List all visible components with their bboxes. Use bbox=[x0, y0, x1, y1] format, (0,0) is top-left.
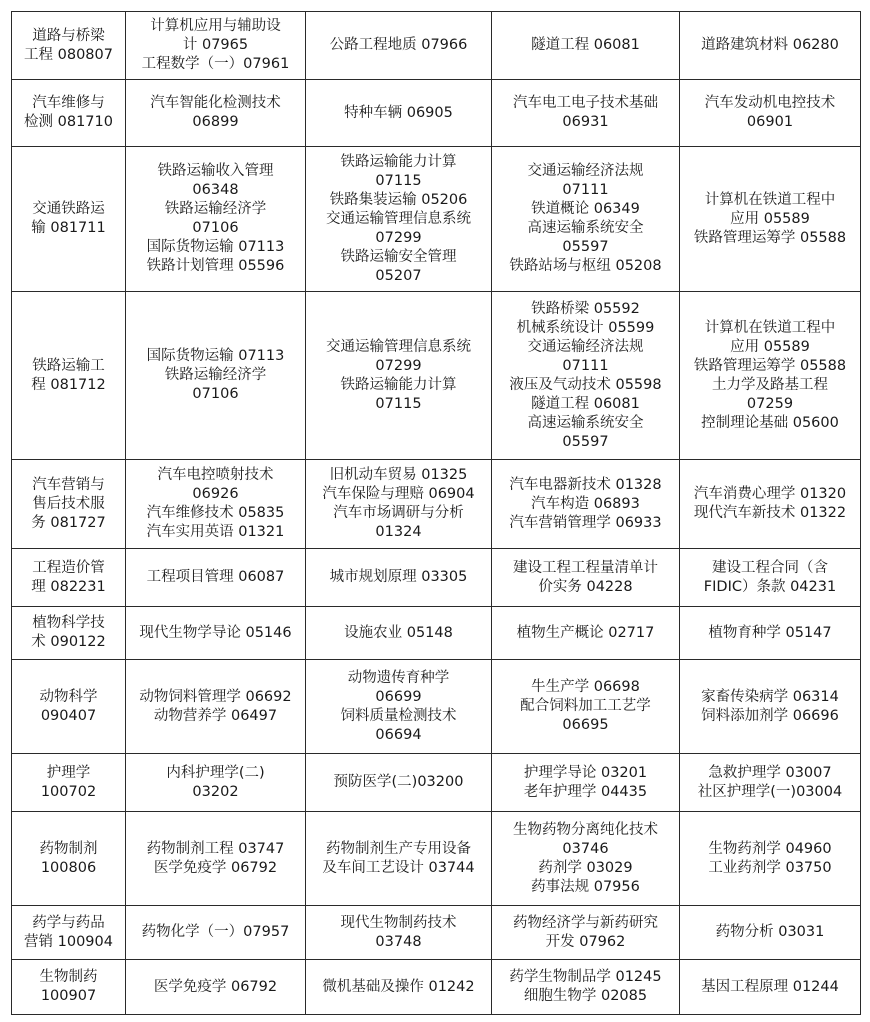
table-row bbox=[12, 80, 861, 147]
course-line: 工程项目管理 06087 bbox=[146, 569, 285, 585]
course-line: 07111 bbox=[562, 182, 609, 198]
major-name-line: 100806 bbox=[40, 859, 97, 876]
course-line: 07299 bbox=[375, 229, 422, 246]
course-line: 急救护理学 03007 bbox=[708, 764, 832, 781]
course-line: 应用 05589 bbox=[730, 210, 810, 227]
course-line: 饲料添加剂学 06696 bbox=[701, 707, 839, 724]
course-line: 饲料质量检测技术 bbox=[340, 707, 457, 724]
course-line: 城市规划原理 03305 bbox=[329, 569, 468, 585]
course-line: 医学免疫学 06792 bbox=[153, 978, 278, 995]
course-cell bbox=[306, 607, 492, 660]
course-cell bbox=[306, 147, 492, 292]
course-cell bbox=[680, 460, 861, 549]
course-line: 07111 bbox=[562, 357, 609, 374]
course-line: 06695 bbox=[562, 717, 609, 733]
major-cell bbox=[12, 292, 126, 460]
course-line: 铁路运输收入管理 bbox=[157, 163, 274, 179]
major-cell bbox=[12, 147, 126, 292]
course-line: 基因工程原理 01244 bbox=[701, 978, 839, 995]
course-line: 计算机应用与辅助设 bbox=[150, 18, 281, 34]
course-line: 交通运输经济法规 bbox=[527, 338, 644, 355]
course-line: 开发 07962 bbox=[545, 933, 626, 950]
major-name-line: 植物科学技 bbox=[32, 615, 105, 631]
course-line: 生物药物分离纯化技术 bbox=[513, 821, 658, 838]
major-cell bbox=[12, 607, 126, 660]
table-row bbox=[12, 754, 861, 812]
course-line: 汽车智能化检测技术 bbox=[150, 95, 281, 111]
course-line: 汽车维修技术 05835 bbox=[146, 505, 285, 521]
course-line: 细胞生物学 02085 bbox=[523, 988, 648, 1004]
major-name-line: 生物制药 bbox=[39, 969, 98, 985]
course-line: 计 07965 bbox=[182, 37, 249, 53]
table-row bbox=[12, 12, 861, 80]
course-line: 老年护理学 04435 bbox=[523, 783, 648, 800]
course-line: 社区护理学(一)03004 bbox=[697, 783, 843, 800]
course-line: 交通运输管理信息系统 bbox=[326, 210, 471, 227]
course-line: 国际货物运输 07113 bbox=[146, 239, 285, 255]
course-line: 药物制剂生产专用设备 bbox=[326, 840, 471, 857]
major-cell bbox=[12, 660, 126, 754]
major-cell bbox=[12, 460, 126, 549]
course-cell bbox=[492, 660, 680, 754]
course-line: 家畜传染病学 06314 bbox=[701, 688, 839, 705]
major-name-line: 护理学 bbox=[46, 764, 91, 781]
course-cell bbox=[492, 906, 680, 960]
course-line: 铁路站场与枢纽 05208 bbox=[509, 258, 662, 274]
course-cell bbox=[680, 12, 861, 80]
course-line: 汽车实用英语 01321 bbox=[146, 524, 285, 540]
course-cell bbox=[306, 960, 492, 1015]
course-cell bbox=[492, 292, 680, 460]
major-name-line: 售后技术服 bbox=[32, 495, 105, 512]
course-line: 汽车电器新技术 01328 bbox=[509, 476, 662, 493]
course-line: 03746 bbox=[562, 840, 609, 857]
course-cell bbox=[306, 906, 492, 960]
course-line: 药物化学（一）07957 bbox=[141, 924, 290, 940]
course-line: 配合饲料加工工艺学 bbox=[520, 698, 651, 714]
major-cell bbox=[12, 549, 126, 607]
course-line: 现代生物制药技术 bbox=[340, 914, 457, 931]
course-line: 07115 bbox=[375, 395, 422, 412]
course-line: 06901 bbox=[746, 114, 794, 130]
course-line: 交通运输管理信息系统 bbox=[326, 338, 471, 355]
course-line: 现代汽车新技术 01322 bbox=[693, 505, 847, 521]
course-line: 高速运输系统安全 bbox=[527, 220, 644, 236]
course-line: 汽车发动机电控技术 bbox=[704, 95, 836, 111]
major-name-line: 道路与桥梁 bbox=[32, 27, 105, 44]
course-cell bbox=[126, 460, 306, 549]
course-table bbox=[11, 11, 861, 1015]
course-line: 动物营养学 06497 bbox=[153, 707, 278, 724]
course-cell bbox=[492, 812, 680, 906]
major-name-line: 检测 081710 bbox=[24, 114, 113, 130]
major-name-line: 术 090122 bbox=[31, 634, 106, 650]
table-row bbox=[12, 906, 861, 960]
course-cell bbox=[126, 906, 306, 960]
major-name-line: 工程 080807 bbox=[24, 46, 113, 63]
course-cell bbox=[126, 292, 306, 460]
major-cell bbox=[12, 80, 126, 147]
course-line: 内科护理学(二) bbox=[166, 764, 265, 781]
course-cell bbox=[680, 960, 861, 1015]
course-cell bbox=[306, 754, 492, 812]
major-cell bbox=[12, 906, 126, 960]
course-line: 机械系统设计 05599 bbox=[516, 319, 655, 336]
course-cell bbox=[680, 80, 861, 147]
major-cell bbox=[12, 812, 126, 906]
course-line: 预防医学(二)03200 bbox=[333, 774, 464, 790]
course-cell bbox=[126, 812, 306, 906]
major-name-line: 务 081727 bbox=[31, 514, 106, 531]
course-line: 微机基础及操作 01242 bbox=[322, 978, 475, 995]
table-row bbox=[12, 147, 861, 292]
course-line: 铁路管理运筹学 05588 bbox=[693, 357, 847, 374]
course-cell bbox=[680, 147, 861, 292]
course-line: 06348 bbox=[192, 182, 239, 198]
course-line: 国际货物运输 07113 bbox=[146, 348, 285, 364]
major-name-line: 工程造价管 bbox=[32, 559, 105, 576]
course-line: 汽车构造 06893 bbox=[531, 495, 640, 512]
course-line: 07299 bbox=[375, 357, 422, 374]
table-row bbox=[12, 607, 861, 660]
course-line: 汽车市场调研与分析 bbox=[333, 505, 464, 521]
course-line: 05597 bbox=[562, 239, 609, 255]
course-line: 铁路运输能力计算 bbox=[340, 153, 457, 170]
course-cell bbox=[680, 812, 861, 906]
course-line: 05207 bbox=[375, 267, 422, 284]
course-cell bbox=[306, 812, 492, 906]
course-line: 铁路运输安全管理 bbox=[340, 248, 457, 265]
major-name-line: 100702 bbox=[40, 783, 97, 800]
major-name-line: 输 081711 bbox=[31, 220, 106, 236]
course-line: 现代生物学导论 05146 bbox=[139, 624, 292, 641]
table-row bbox=[12, 812, 861, 906]
course-line: 动物饲料管理学 06692 bbox=[139, 688, 292, 705]
table-row bbox=[12, 549, 861, 607]
course-line: 06926 bbox=[192, 486, 239, 502]
course-line: 药物经济学与新药研究 bbox=[513, 914, 658, 931]
course-cell bbox=[126, 12, 306, 80]
major-name-line: 营销 100904 bbox=[24, 933, 113, 950]
course-line: 07259 bbox=[746, 395, 794, 412]
course-line: 铁路集装运输 05206 bbox=[329, 191, 468, 208]
course-line: 设施农业 05148 bbox=[344, 624, 453, 641]
course-line: 铁路运输经济学 bbox=[164, 201, 267, 217]
course-line: 植物生产概论 02717 bbox=[516, 624, 655, 641]
course-cell bbox=[680, 906, 861, 960]
course-cell bbox=[492, 80, 680, 147]
course-line: 生物药剂学 04960 bbox=[708, 840, 832, 857]
course-line: 建设工程合同（含 bbox=[712, 559, 828, 576]
course-line: 药事法规 07956 bbox=[531, 878, 640, 895]
course-cell bbox=[126, 147, 306, 292]
major-name-line: 药学与药品 bbox=[32, 914, 105, 931]
course-line: 动物遗传育种学 bbox=[347, 669, 450, 686]
course-cell bbox=[492, 12, 680, 80]
course-line: 控制理论基础 05600 bbox=[701, 414, 839, 431]
course-cell bbox=[126, 754, 306, 812]
course-line: 医学免疫学 06792 bbox=[153, 859, 278, 876]
course-line: 旧机动车贸易 01325 bbox=[329, 467, 468, 483]
course-line: 价实务 04228 bbox=[538, 578, 633, 595]
course-line: 土力学及路基工程 bbox=[712, 376, 828, 393]
table-row bbox=[12, 292, 861, 460]
course-line: 07106 bbox=[192, 220, 239, 236]
course-cell bbox=[492, 147, 680, 292]
course-line: 07106 bbox=[192, 386, 239, 402]
course-line: 道路建筑材料 06280 bbox=[701, 37, 839, 53]
course-cell bbox=[680, 292, 861, 460]
course-line: 护理学导论 03201 bbox=[523, 764, 648, 781]
course-line: 工程数学（一）07961 bbox=[141, 56, 290, 72]
major-cell bbox=[12, 960, 126, 1015]
course-cell bbox=[306, 460, 492, 549]
course-line: 07115 bbox=[375, 172, 422, 189]
course-line: 隧道工程 06081 bbox=[531, 37, 640, 53]
course-cell bbox=[306, 12, 492, 80]
course-line: 公路工程地质 07966 bbox=[329, 37, 468, 53]
course-cell bbox=[126, 80, 306, 147]
major-name-line: 090407 bbox=[40, 707, 97, 724]
course-cell bbox=[126, 960, 306, 1015]
course-cell bbox=[680, 660, 861, 754]
course-line: 03748 bbox=[375, 933, 422, 950]
course-cell bbox=[492, 460, 680, 549]
course-line: 05597 bbox=[562, 433, 609, 450]
course-cell bbox=[306, 292, 492, 460]
course-line: 特种车辆 06905 bbox=[344, 104, 453, 121]
course-cell bbox=[306, 80, 492, 147]
major-cell bbox=[12, 12, 126, 80]
course-line: 及车间工艺设计 03744 bbox=[322, 859, 475, 876]
course-line: 药学生物制品学 01245 bbox=[509, 969, 662, 985]
table-row bbox=[12, 460, 861, 549]
course-cell bbox=[306, 660, 492, 754]
course-line: 高速运输系统安全 bbox=[527, 414, 644, 431]
table-row bbox=[12, 960, 861, 1015]
course-line: 药物分析 03031 bbox=[715, 924, 825, 940]
course-line: 01324 bbox=[375, 524, 422, 540]
course-line: 06899 bbox=[192, 114, 239, 130]
course-line: 汽车消费心理学 01320 bbox=[693, 486, 847, 502]
course-line: 铁路运输能力计算 bbox=[340, 376, 457, 393]
major-name-line: 100907 bbox=[40, 988, 97, 1004]
course-line: 汽车电工电子技术基础 bbox=[513, 95, 658, 111]
course-line: 植物育种学 05147 bbox=[708, 624, 832, 641]
course-line: 06694 bbox=[375, 726, 422, 743]
course-cell bbox=[492, 960, 680, 1015]
major-name-line: 程 081712 bbox=[31, 376, 106, 393]
course-cell bbox=[126, 549, 306, 607]
course-line: 工业药剂学 03750 bbox=[708, 859, 832, 876]
course-cell bbox=[680, 607, 861, 660]
major-name-line: 理 082231 bbox=[31, 578, 106, 595]
course-line: 交通运输经济法规 bbox=[527, 163, 644, 179]
course-line: 汽车电控喷射技术 bbox=[157, 467, 274, 483]
course-line: 铁路管理运筹学 05588 bbox=[693, 229, 847, 246]
course-line: 铁路计划管理 05596 bbox=[146, 258, 285, 274]
course-cell bbox=[680, 549, 861, 607]
course-line: 铁路桥梁 05592 bbox=[531, 300, 640, 317]
course-cell bbox=[306, 549, 492, 607]
course-line: 铁道概论 06349 bbox=[531, 201, 640, 217]
major-name-line: 交通铁路运 bbox=[32, 201, 105, 217]
table-row bbox=[12, 660, 861, 754]
course-cell bbox=[126, 660, 306, 754]
major-name-line: 汽车营销与 bbox=[32, 476, 105, 493]
course-line: 汽车营销管理学 06933 bbox=[509, 514, 662, 531]
major-cell bbox=[12, 754, 126, 812]
course-line: 应用 05589 bbox=[730, 338, 810, 355]
course-line: 06931 bbox=[562, 114, 609, 130]
course-line: 建设工程工程量清单计 bbox=[513, 559, 658, 576]
course-line: 计算机在铁道工程中 bbox=[704, 191, 836, 208]
major-name-line: 汽车维修与 bbox=[32, 95, 105, 111]
course-table-body bbox=[12, 12, 861, 1015]
major-name-line: 动物科学 bbox=[39, 688, 98, 705]
course-line: 隧道工程 06081 bbox=[531, 395, 640, 412]
major-name-line: 铁路运输工 bbox=[32, 357, 105, 374]
course-line: 药物制剂工程 03747 bbox=[146, 840, 285, 857]
course-cell bbox=[492, 754, 680, 812]
course-line: 牛生产学 06698 bbox=[531, 679, 640, 695]
course-line: 铁路运输经济学 bbox=[164, 367, 267, 383]
course-cell bbox=[680, 754, 861, 812]
course-line: FIDIC）条款 04231 bbox=[703, 578, 837, 595]
course-line: 液压及气动技术 05598 bbox=[509, 376, 662, 393]
major-name-line: 药物制剂 bbox=[39, 840, 98, 857]
course-line: 汽车保险与理赔 06904 bbox=[322, 486, 475, 502]
course-cell bbox=[492, 549, 680, 607]
course-line: 计算机在铁道工程中 bbox=[704, 319, 836, 336]
course-cell bbox=[126, 607, 306, 660]
course-line: 药剂学 03029 bbox=[538, 859, 633, 876]
course-cell bbox=[492, 607, 680, 660]
course-line: 06699 bbox=[375, 688, 422, 705]
course-line: 03202 bbox=[192, 783, 239, 800]
